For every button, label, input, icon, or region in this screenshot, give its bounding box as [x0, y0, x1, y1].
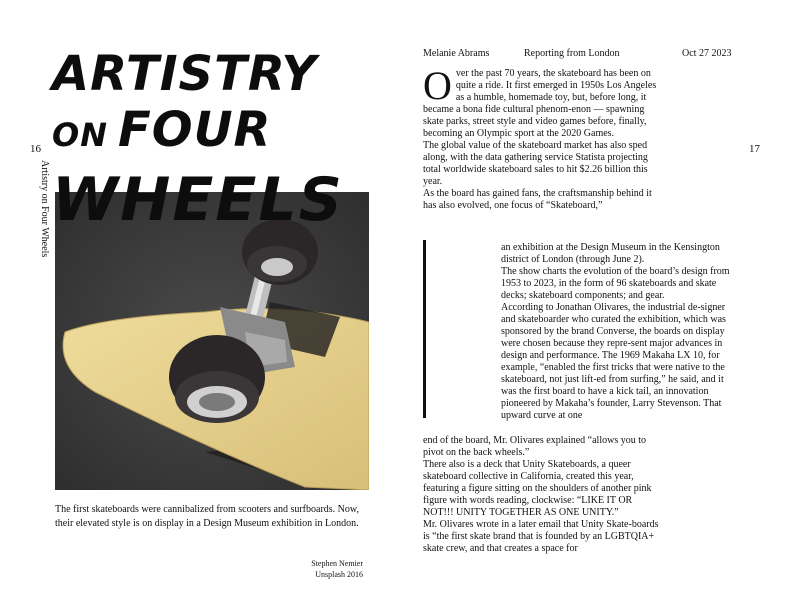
article-column-3 [423, 435, 663, 555]
running-head: Artistry on Four Wheels [39, 160, 50, 258]
headline-four: FOUR [117, 102, 272, 158]
page-number-left: 16 [30, 143, 41, 155]
credit-source: Unsplash 2016 [315, 570, 363, 579]
paragraph [423, 63, 663, 140]
paragraph: There also is a deck that Unity Skateboards, a queer skateboard collective in California, created this year, featuring a figure sitting on the shoulders of another pink figure with words reading, clockwise: “LIKE IT OR NOT!!! UNITY TOGETHER AS ONE UNITY.” [423, 459, 652, 518]
drop-cap: O [423, 63, 452, 108]
paragraph: The global value of the skateboard market has also sped along, with the data gathering service Statista projecting total worldwide skateboard sales to hit $2.26 billion this year. [423, 140, 648, 187]
paragraph: As the board has gained fans, the craftsmanship behind it has also evolved, one focus of “Skateboard,” [423, 188, 652, 211]
headline-line-1: ARTISTRY [52, 46, 318, 102]
page-number-right: 17 [749, 143, 760, 155]
article-column-2 [501, 242, 741, 422]
pull-rule [423, 240, 426, 418]
paragraph: end of the board, Mr. Olivares explained “allows you to pivot on the back wheels.” [423, 435, 646, 458]
headline-line-3: WHEELS [52, 165, 344, 235]
photo-caption: The first skateboards were cannibalized from scooters and surfboards. Now, their elevated style is on display in a Design Museum exhibition in London. [55, 504, 359, 529]
paragraph: an exhibition at the Design Museum in the Kensington district of London (through June 2). [501, 242, 720, 265]
paragraph: Mr. Olivares wrote in a later email that Unity Skate-boards is “the first skate brand that is founded by an LGBTQIA+ skate crew, and that creates a space for [423, 519, 659, 554]
paragraph: According to Jonathan Olivares, the industrial de-signer and skateboarder who curated the exhibition, which was sponsored by the brand Converse, the boards on display were chosen because they repre-sent major advances in design and performance. The 1969 Makaha LX 10, for example, “enabled the first tricks that were native to the skateboard, not just lift-ed from surfing,” he said, and it was the first board to have a kick tail, an innovation pioneered by Makaha’s founder, Larry Stevenson. That upward curve at one [501, 302, 726, 421]
paragraph: The show charts the evolution of the board’s design from 1953 to 2023, in the form of 96 skateboards and skate decks; skateboard components; and gear. [501, 266, 730, 301]
article-headline [52, 46, 372, 235]
headline-line-2 [52, 102, 372, 169]
paragraph-text: ver the past 70 years, the skateboard has been on quite a ride. It first emerged in 1950s Los Angeles as a humble, homemade toy, but, before long, it became a bona fide cultural phenom-enon — spawning skate parks, street style and video games before, finally, becoming an Olympic sport at the 2020 Games. [423, 68, 657, 139]
article-column-1 [423, 63, 663, 212]
byline-date: Oct 27 2023 [682, 48, 732, 59]
skateboard-photo [55, 192, 369, 490]
credit-photographer: Stephen Nemier [311, 559, 363, 568]
skateboard-illustration [55, 192, 369, 490]
byline-author: Melanie Abrams [423, 48, 490, 59]
byline-location: Reporting from London [524, 48, 620, 59]
headline-on: ON [52, 116, 108, 154]
photo-credit [311, 558, 363, 580]
